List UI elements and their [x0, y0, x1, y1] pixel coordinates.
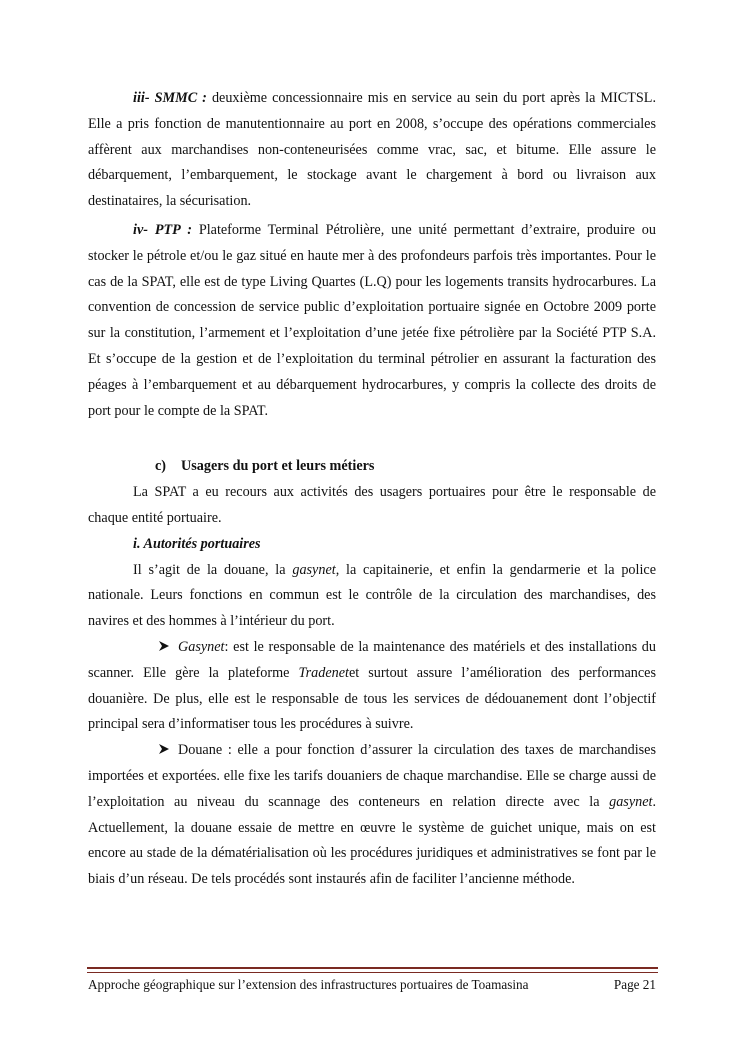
douane-text-1: Douane : elle a pour fonction d’assurer la circulation des taxes de marchandises importées et exportées. elle fixe les tarifs douaniers de chaque marchandise. Elle se charge aussi de l’exploitation au niveau du scannage des conteneurs en relation directe avec la — [88, 742, 656, 810]
footer-rule-thin — [87, 972, 658, 973]
gasynet-text-1: : est le responsable de la maintenance des matériels et des installations du scanner. Elle gère la plateforme — [88, 638, 656, 681]
gasynet-text-2: et surtout assure l’amélioration des performances douanière. De plus, elle est le responsable de tous les services de dédouanement dont l’objectif principal sera d’informatiser tous les procédures à suivre. — [88, 664, 656, 733]
ptp-label: iv- PTP : — [133, 221, 192, 238]
paragraph-smmc — [88, 86, 656, 215]
paragraph-ptp — [88, 218, 656, 424]
gasynet-tradenet-italic: Tradenet — [298, 664, 349, 681]
arrow-bullet-icon — [158, 738, 178, 764]
heading-c-letter: c) — [155, 458, 167, 475]
paragraph-intro: La SPAT a eu recours aux activités des usagers portuaires pour être le responsable de chaque entité portuaire. — [88, 484, 656, 526]
gasynet-name: Gasynet — [178, 638, 225, 655]
smmc-text: deuxième concessionnaire mis en service au sein du port après la MICTSL. Elle a pris fonction de manutentionnaire au port en 2008, s’occupe des opérations commerciales affèrent aux marchandises non-conteneurisées comme vrac, sac, et bitume. Elle assure le débarquement, l’embarquement, le stockage avant le chargement à bord ou livraison aux destinataires, la sécurisation. — [88, 90, 657, 210]
authorities-gasynet-italic: gasynet — [292, 561, 336, 578]
authorities-text-start: Il s’agit de la douane, la — [133, 561, 293, 578]
paragraph-authorities — [88, 558, 656, 635]
authorities-text-rest: , la capitainerie, et enfin la gendarmerie et la police nationale. Leurs fonctions en commun est le contrôle de la circulation des marchandises, des navires et des hommes à l’intérieur du port. — [88, 561, 656, 630]
smmc-label: iii- SMMC : — [133, 90, 207, 106]
heading-c-title: Usagers du port et leurs métiers — [181, 458, 375, 475]
bullet-douane — [88, 738, 656, 893]
page-number: Page 21 — [613, 977, 656, 992]
douane-gasynet-italic: gasynet — [609, 793, 653, 810]
footer-title: Approche géographique sur l’extension des infrastructures portuaires de Toamasina — [88, 977, 529, 992]
douane-text-2: . Actuellement, la douane essaie de mettre en œuvre le système de guichet unique, mais on est encore au stade de la dématérialisation où les procédures juridiques et administratives se font par le biais d’un réseau. De tels procédés sont instaurés afin de faciliter l’ancienne méthode. — [88, 793, 656, 888]
subheading-autorites: i. Autorités portuaires — [133, 535, 261, 552]
arrow-bullet-icon — [158, 635, 178, 661]
ptp-text: Plateforme Terminal Pétrolière, une unité permettant d’extraire, produire ou stocker le pétrole et/ou le gaz situé en haute mer à des profondeurs parfois très importantes. Pour le cas de la SPAT, elle est de type Living Quartes (L.Q) pour les logements transits hydrocarbures. La convention de concession de service public d’exploitation portuaire signée en Octobre 2009 porte sur la constitution, l’armement et l’exploitation d’une jetée fixe pétrolière par la Société PTP S.A. Et s’occupe de la gestion et de l’exploitation du terminal pétrolier en assurant la facturation des péages à l’embarquement et au débarquement hydrocarbures, y compris la collecte des droits de port pour le compte de la SPAT. — [88, 221, 656, 419]
footer-rule-thick — [87, 967, 658, 969]
section-heading-c — [88, 454, 656, 480]
bullet-gasynet — [88, 635, 656, 738]
page-body — [88, 86, 656, 893]
